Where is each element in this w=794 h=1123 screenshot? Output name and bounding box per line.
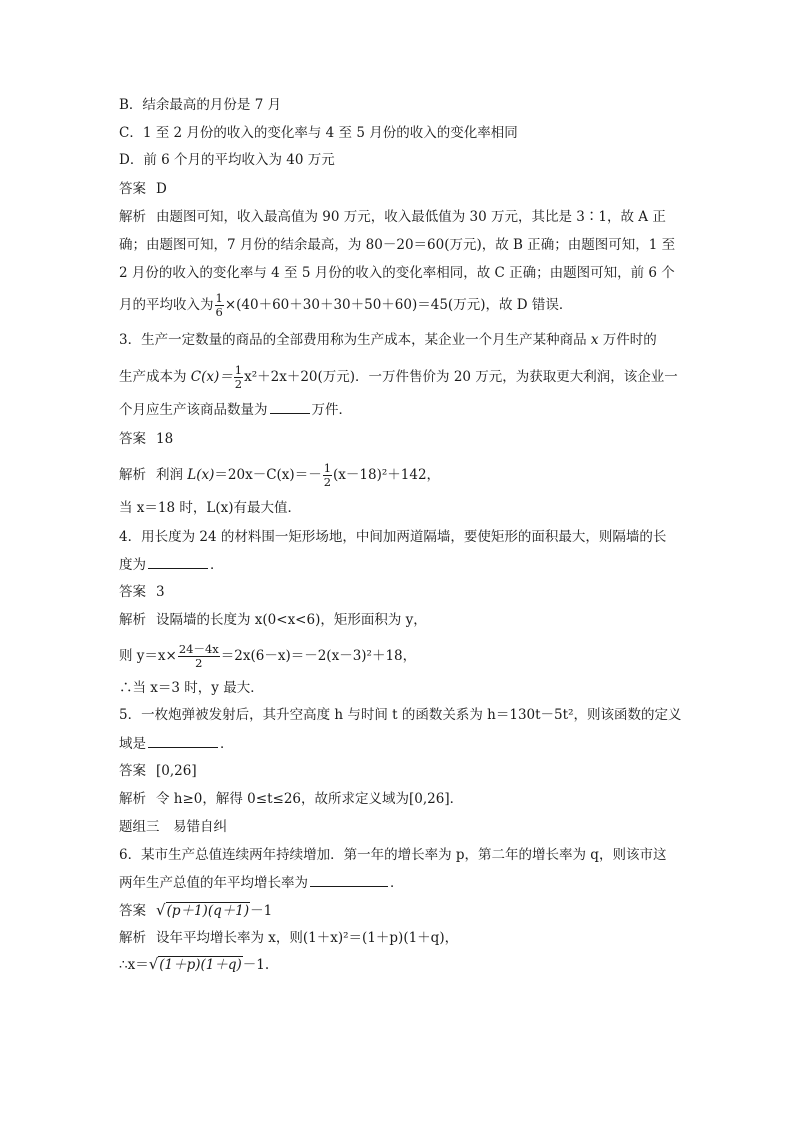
q2-answer: D (156, 181, 167, 197)
answer-label: 答案 (119, 181, 146, 197)
radicand: (p＋1)(q＋1) (166, 903, 250, 919)
q5-stem-2: 域是 (119, 736, 146, 752)
q3-analysis-1a: 利润 (156, 467, 188, 483)
fraction-24-minus-4x-over-2 (178, 643, 220, 670)
q2-analysis-3: 2 月份的收入的变化率与 4 至 5 月份的收入的变化率相同，故 C 正确；由题图可知，前 6 个 (119, 265, 675, 281)
analysis-label: 解析 (119, 467, 146, 483)
q5-stem-line-2 (119, 734, 234, 753)
radicand: (1＋p)(1＋q) (159, 957, 242, 973)
frac-num: 1 (234, 363, 243, 377)
frac-num: 24－4x (178, 642, 219, 656)
q5-answer-line (119, 762, 197, 780)
cost-function: C(x)＝ (190, 369, 233, 385)
analysis-label: 解析 (119, 209, 146, 225)
option-d: D．前 6 个月的平均收入为 40 万元 (119, 152, 335, 168)
q6-analysis-2a: ∴x＝ (119, 957, 149, 973)
square-root-expression (149, 955, 243, 974)
q3-stem-3a: 个月应生产该商品数量为 (119, 402, 268, 418)
q3-answer-line (119, 430, 173, 448)
analysis-label: 解析 (119, 930, 146, 946)
q5-analysis-line-1 (119, 790, 463, 808)
q3-analysis-1b: ＝20x－C(x)＝－ (214, 467, 322, 483)
q2-analysis-2: 确；由题图可知，7 月份的结余最高，为 80－20＝60(万元)，故 B 正确；由题图可知，1 至 (119, 237, 676, 253)
analysis-label: 解析 (119, 791, 146, 807)
q6-analysis-line-2 (119, 955, 269, 974)
q2-analysis-4-pre: 月的平均收入为 (119, 297, 214, 313)
option-c: C．1 至 2 月份的收入的变化率与 4 至 5 月份的收入的变化率相同 (119, 125, 518, 141)
section-heading-group-3: 题组三 易错自纠 (119, 819, 227, 835)
q5-stem-2-end: ． (220, 736, 234, 752)
fraction-one-half (234, 364, 243, 391)
fraction-one-half (323, 462, 332, 489)
q3-stem-line-1 (119, 331, 657, 349)
q4-analysis-3: ∴当 x＝3 时，y 最大． (119, 680, 264, 696)
q6-analysis-2b: －1. (242, 957, 270, 973)
profit-function: L(x) (187, 467, 215, 483)
q3-analysis-line-1 (119, 462, 440, 489)
fill-blank[interactable] (148, 734, 218, 748)
q2-analysis-line-1 (119, 208, 666, 226)
q4-analysis-1: 设隔墙的长度为 x(0<x<6)，矩形面积为 y， (156, 612, 427, 628)
q4-stem-2-end: ． (210, 557, 224, 573)
option-b: B．结余最高的月份是 7 月 (119, 97, 282, 113)
q6-analysis-1: 设年平均增长率为 x，则(1＋x)²＝(1＋p)(1＋q)， (156, 930, 459, 946)
q2-analysis-1: 由题图可知，收入最高值为 90 万元，收入最低值为 30 万元，其比是 3∶1，故 A 正 (156, 209, 666, 225)
frac-den: 2 (195, 656, 203, 670)
q4-stem-1: 4．用长度为 24 的材料围一矩形场地，中间加两道隔墙，要使矩形的面积最大，则隔墙的长 (119, 529, 667, 545)
q3-stem-line-3 (119, 400, 352, 419)
radical-sign: √ (148, 955, 159, 973)
q6-stem-1: 6．某市生产总值连续两年持续增加．第一年的增长率为 p，第二年的增长率为 q，则该市这 (119, 847, 667, 863)
var-x: x (590, 332, 599, 348)
frac-num: 1 (215, 291, 223, 305)
q4-answer-line (119, 583, 165, 601)
q4-stem-2: 度为 (119, 557, 146, 573)
fill-blank[interactable] (270, 400, 310, 414)
q4-analysis-2b: ＝2x(6－x)＝－2(x－3)²＋18， (220, 648, 417, 664)
q4-analysis-line-2 (119, 643, 416, 670)
q3-answer: 18 (156, 431, 174, 447)
frac-num: 1 (323, 461, 332, 475)
q5-answer: [0,26] (156, 763, 197, 779)
q6-analysis-line-1 (119, 929, 458, 947)
q2-analysis-4-post: ×(40＋60＋30＋30＋50＋60)＝45(万元)，故 D 错误． (224, 297, 573, 313)
square-root-expression (156, 901, 250, 920)
q3-stem-1a: 3．生产一定数量的商品的全部费用称为生产成本，某企业一个月生产某种商品 (119, 332, 591, 348)
q5-stem-1: 5．一枚炮弹被发射后，其升空高度 h 与时间 t 的函数关系为 h＝130t－5t²，则该函数的定义 (119, 707, 682, 723)
q6-stem-line-2 (119, 873, 404, 892)
q6-stem-2-end: ． (390, 875, 404, 891)
q3-analysis-2: 当 x＝18 时，L(x)有最大值． (119, 500, 301, 516)
frac-den: 2 (234, 377, 243, 391)
q5-analysis-1: 令 h≥0，解得 0≤t≤26，故所求定义域为[0,26]． (156, 791, 464, 807)
q3-stem-3b: 万件． (311, 402, 352, 418)
q2-analysis-line-4 (119, 292, 572, 319)
q6-answer-line (119, 901, 272, 920)
fraction-one-sixth (215, 292, 224, 319)
frac-den: 2 (323, 475, 332, 489)
answer-label: 答案 (119, 584, 146, 600)
q3-stem-1b: 万件时的 (598, 332, 657, 348)
q6-stem-2: 两年生产总值的年平均增长率为 (119, 875, 308, 891)
q4-answer: 3 (156, 584, 165, 600)
answer-label: 答案 (119, 431, 146, 447)
q4-analysis-2a: 则 y＝x× (119, 648, 177, 664)
q3-analysis-1c: (x－18)²＋142， (333, 467, 441, 483)
fill-blank[interactable] (148, 555, 208, 569)
analysis-label: 解析 (119, 612, 146, 628)
frac-den: 6 (215, 305, 223, 319)
radical-sign: √ (156, 901, 166, 919)
q4-analysis-line-1 (119, 611, 427, 629)
answer-label: 答案 (119, 903, 146, 919)
q6-answer-tail: －1 (250, 903, 273, 919)
fill-blank[interactable] (310, 873, 388, 887)
q3-stem-line-2 (119, 364, 678, 391)
q3-stem-2b: x²＋2x＋20(万元)．一万件售价为 20 万元，为获取更大利润，该企业一 (244, 369, 678, 385)
answer-label: 答案 (119, 763, 146, 779)
q2-answer-line (119, 180, 167, 198)
q4-stem-line-2 (119, 555, 224, 574)
q3-stem-2a: 生产成本为 (119, 369, 191, 385)
